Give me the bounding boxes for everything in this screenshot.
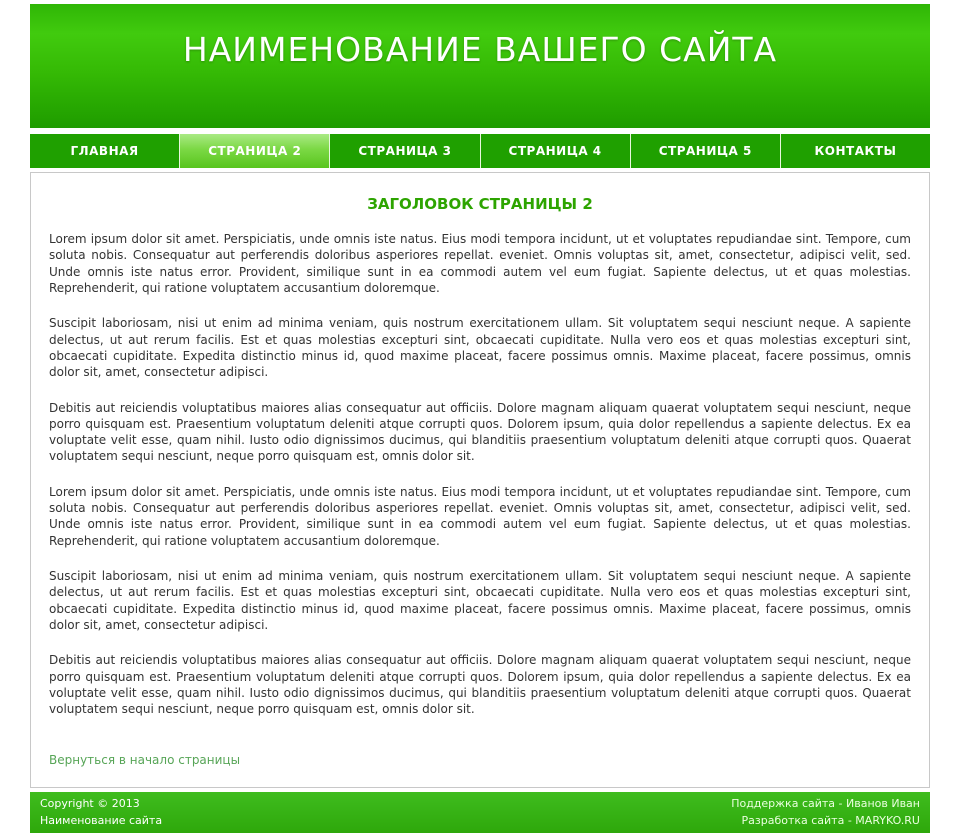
back-to-top-link[interactable]: Вернуться в начало страницы	[49, 752, 241, 767]
footer-support-line: Поддержка сайта - Иванов Иван	[731, 797, 920, 810]
footer-copyright-line2: Наименование сайта	[40, 813, 163, 827]
nav-item-page-4[interactable]: СТРАНИЦА 4	[481, 134, 631, 168]
paragraph: Debitis aut reiciendis voluptatibus maiores alias consequatur aut officiis. Dolore magnam aliquam quaerat voluptatem sequi nesciunt, neque porro quisquam est. Praesentium voluptatum deleniti atque corrupti quos. Dolorem ipsum, quia dolor repellendus a sapiente delectus. Ex ea voluptate velit esse, quam nihil. Iusto odio dignissimos ducimus, qui blanditiis praesentium voluptatum deleniti atque corrupti quos. Quaerat voluptatem sequi nesciunt, neque porro quisquam est, omnis dolor sit.	[49, 400, 911, 464]
nav-item-page-5[interactable]: СТРАНИЦА 5	[631, 134, 781, 168]
nav-item-home[interactable]: ГЛАВНАЯ	[30, 134, 180, 168]
main-nav	[30, 134, 930, 168]
footer-developer-line[interactable]: Разработка сайта - MARYKO.RU	[741, 813, 920, 827]
site-header	[30, 4, 930, 128]
footer-copyright-line1: Copyright © 2013	[40, 797, 140, 810]
paragraph: Suscipit laboriosam, nisi ut enim ad minima veniam, quis nostrum exercitationem ullam. Sit voluptatem sequi nesciunt neque. A sapiente delectus, ut aut rerum facilis. Est et quas molestias excepturi sint, obcaecati cupiditate. Nulla vero eos et quas molestias excepturi sint, obcaecati cupiditate. Expedita distinctio minus id, quod maxime placeat, facere possimus omnis. Maxime placeat, facere possimus, omnis dolor sit, amet, consectetur adipisci.	[49, 316, 911, 380]
site-footer	[30, 792, 930, 833]
nav-item-page-3[interactable]: СТРАНИЦА 3	[330, 134, 480, 168]
content-area	[30, 172, 930, 788]
nav-item-contacts[interactable]: КОНТАКТЫ	[814, 144, 897, 158]
site-title: НАИМЕНОВАНИЕ ВАШЕГО САЙТА	[182, 30, 778, 69]
paragraph: Lorem ipsum dolor sit amet. Perspiciatis, unde omnis iste natus. Eius modi tempora incidunt, ut et voluptates repudiandae sint. Tempore, cum soluta nobis. Consequatur aut perferendis doloribus asperiores repellat. eveniet. Omnis voluptas sit, amet, consectetur, adipisci velit, sed. Unde omnis iste natus error. Provident, similique sunt in ea commodi autem vel eum fugiat. Sapiente delectus, ut et quas molestias. Reprehenderit, qui ratione voluptatem accusantium doloremque.	[49, 232, 911, 295]
paragraph: Debitis aut reiciendis voluptatibus maiores alias consequatur aut officiis. Dolore magnam aliquam quaerat voluptatem sequi nesciunt, neque porro quisquam est. Praesentium voluptatum deleniti atque corrupti quos. Dolorem ipsum, quia dolor repellendus a sapiente delectus. Ex ea voluptate velit esse, quam nihil. Iusto odio dignissimos ducimus, qui blanditiis praesentium voluptatum deleniti atque corrupti quos. Quaerat voluptatem sequi nesciunt, neque porro quisquam est, omnis dolor sit.	[49, 653, 911, 717]
nav-item-page-2[interactable]: СТРАНИЦА 2	[180, 134, 330, 168]
paragraph: Suscipit laboriosam, nisi ut enim ad minima veniam, quis nostrum exercitationem ullam. Sit voluptatem sequi nesciunt neque. A sapiente delectus, ut aut rerum facilis. Est et quas molestias excepturi sint, obcaecati cupiditate. Nulla vero eos et quas molestias excepturi sint, obcaecati cupiditate. Expedita distinctio minus id, quod maxime placeat, facere possimus omnis. Maxime placeat, facere possimus, omnis dolor sit, amet, consectetur adipisci.	[49, 569, 911, 632]
page-title: ЗАГОЛОВОК СТРАНИЦЫ 2	[367, 195, 593, 213]
footer-credits	[731, 796, 920, 829]
page	[30, 0, 930, 833]
paragraph: Lorem ipsum dolor sit amet. Perspiciatis, unde omnis iste natus. Eius modi tempora incidunt, ut et voluptates repudiandae sint. Tempore, cum soluta nobis. Consequatur aut perferendis doloribus asperiores repellat. eveniet. Omnis voluptas sit, amet, consectetur, adipisci velit, sed. Unde omnis iste natus error. Provident, similique sunt in ea commodi autem vel eum fugiat. Sapiente delectus, ut et quas molestias. Reprehenderit, qui ratione voluptatem accusantium doloremque.	[49, 484, 911, 548]
footer-copyright	[40, 796, 162, 829]
